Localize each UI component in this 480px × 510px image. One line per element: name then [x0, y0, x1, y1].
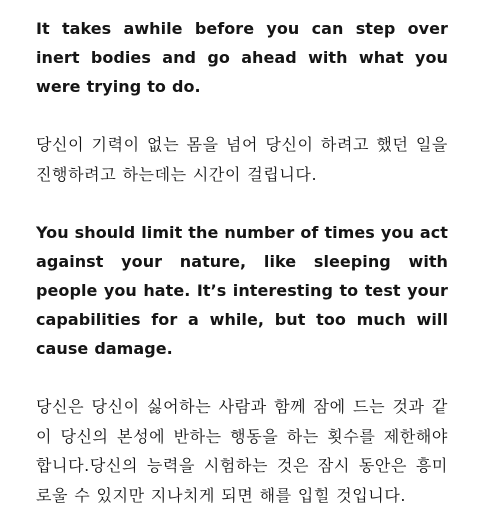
paragraph-korean-2: 당신은 당신이 싫어하는 사람과 함께 잠에 드는 것과 같이 당신의 본성에 반하는 행동을 하는 횟수를 제한해야 합니다.당신의 능력을 시험하는 것은 잠시 동안은 흥미로울 수 있지만 지나치게 되면 해를 입힐 것입니다. — [36, 397, 448, 505]
paragraph-spacer — [36, 101, 448, 130]
paragraph-korean-1: 당신이 기력이 없는 몸을 넘어 당신이 하려고 했던 일을 진행하려고 하는데는 시간이 걸립니다. — [36, 135, 448, 184]
paragraph-spacer — [36, 189, 448, 218]
paragraph-english-2: You should limit the number of times you act against your nature, like sleeping with people you hate. It’s interesting to test your capabilities for a while, but too much will cause damage. — [36, 223, 448, 358]
document-body — [36, 14, 448, 510]
paragraph-spacer — [36, 363, 448, 392]
paragraph-english-1: It takes awhile before you can step over inert bodies and go ahead with what you were trying to do. — [36, 19, 448, 96]
